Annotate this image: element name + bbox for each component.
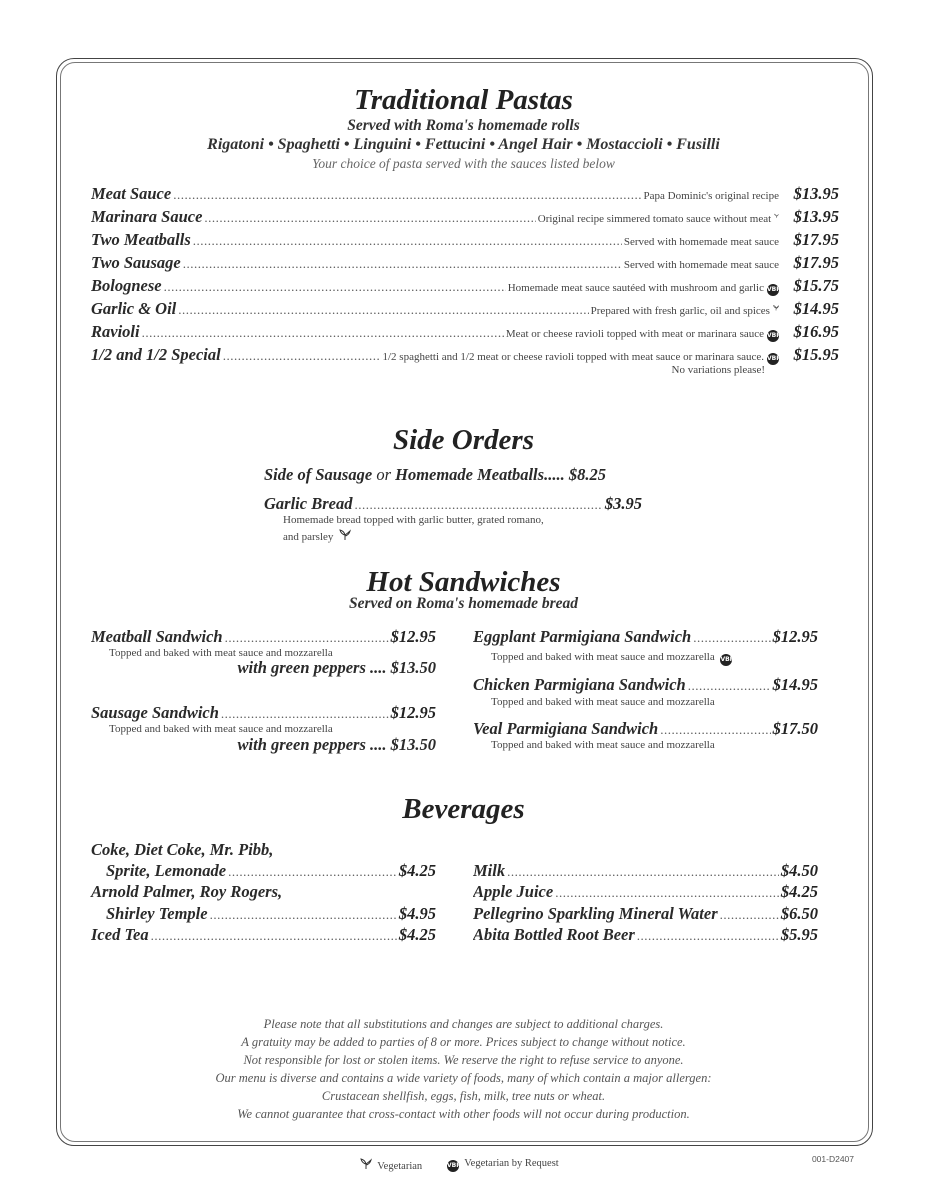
footer-line: Not responsible for lost or stolen items. We reserve the right to refuse service to anyone. bbox=[243, 1053, 684, 1067]
garlic-desc-line2 bbox=[283, 529, 351, 543]
item-description: and parsley bbox=[283, 531, 334, 543]
item-name: Chicken Parmigiana Sandwich bbox=[473, 675, 686, 694]
pasta-types: Rigatoni • Spaghetti • Linguini • Fettucini • Angel Hair • Mostaccioli • Fusilli bbox=[207, 136, 720, 153]
list-item bbox=[91, 299, 839, 322]
item-description: Served with homemade meat sauce bbox=[623, 259, 779, 271]
item-description: Original recipe simmered tomato sauce without meat bbox=[537, 213, 772, 225]
item-price: $16.95 bbox=[793, 322, 839, 341]
footer-line: Crustacean shellfish, eggs, fish, milk, tree nuts or wheat. bbox=[321, 1089, 606, 1103]
item-name: Garlic & Oil bbox=[91, 299, 177, 318]
item-price: $8.25 bbox=[568, 465, 606, 484]
list-item bbox=[473, 925, 818, 945]
item-description: Papa Dominic's original recipe bbox=[643, 190, 779, 202]
leader-dots bbox=[183, 256, 622, 272]
leader-dots bbox=[555, 885, 779, 901]
leader-dots bbox=[720, 907, 779, 923]
leader-dots bbox=[660, 722, 770, 738]
item-price: $17.50 bbox=[772, 719, 818, 738]
leader-dots bbox=[164, 279, 506, 295]
leader-dots bbox=[507, 864, 779, 880]
item-name: Two Meatballs bbox=[91, 230, 191, 249]
item-name: Meatball Sandwich bbox=[91, 627, 223, 646]
leader-dots bbox=[178, 302, 588, 318]
list-item bbox=[473, 675, 818, 695]
leader-dots bbox=[151, 928, 397, 944]
item-description: Topped and baked with meat sauce and mozzarella bbox=[109, 723, 333, 735]
leader-dots bbox=[204, 210, 535, 226]
item-description: Topped and baked with meat sauce and mozzarella bbox=[491, 739, 715, 751]
item-price: $17.95 bbox=[793, 253, 839, 272]
variant-price: $13.50 bbox=[390, 735, 436, 754]
vegetarian-by-request-icon: VBR bbox=[447, 1160, 459, 1172]
leader-dots bbox=[637, 928, 779, 944]
no-variations-note: No variations please! bbox=[671, 364, 765, 376]
beverages-title: Beverages bbox=[402, 793, 525, 825]
item-price: $6.50 bbox=[780, 904, 818, 923]
list-item bbox=[106, 904, 436, 924]
item-description: Topped and baked with meat sauce and mozzarella bbox=[491, 696, 715, 708]
vegetarian-by-request-icon: VBR bbox=[767, 284, 779, 296]
item-description: Homemade meat sauce sautéed with mushroom and garlic bbox=[507, 282, 764, 294]
vegetarian-by-request-icon: VBR bbox=[767, 330, 779, 342]
vegetarian-by-request-icon: VBR bbox=[767, 353, 779, 365]
pastas-title: Traditional Pastas bbox=[354, 84, 573, 116]
list-item bbox=[91, 322, 839, 345]
item-name: Eggplant Parmigiana Sandwich bbox=[473, 627, 692, 646]
variant-line: with green peppers .... $13.50 bbox=[237, 735, 436, 754]
list-item bbox=[91, 253, 839, 276]
list-item bbox=[91, 703, 436, 723]
list-item bbox=[91, 925, 436, 945]
legend-vegetarian bbox=[357, 1158, 422, 1172]
item-description: Homemade bread topped with garlic butter, grated romano, bbox=[283, 514, 544, 526]
sides-title: Side Orders bbox=[393, 424, 534, 456]
vegetarian-icon bbox=[360, 1158, 372, 1170]
item-price: $17.95 bbox=[793, 230, 839, 249]
list-item bbox=[473, 627, 818, 647]
item-description: Served with homemade meat sauce bbox=[623, 236, 779, 248]
sandwiches-title: Hot Sandwiches bbox=[366, 566, 561, 598]
leader-dots: ..... bbox=[544, 465, 565, 484]
item-description: Meat or cheese ravioli topped with meat or marinara sauce bbox=[505, 328, 764, 340]
item-name: Coke, Diet Coke, Mr. Pibb, bbox=[91, 840, 274, 859]
item-name: Abita Bottled Root Beer bbox=[473, 925, 635, 944]
item-name: Arnold Palmer, Roy Rogers, bbox=[91, 882, 283, 901]
item-name: Sprite, Lemonade bbox=[106, 861, 227, 880]
legend-label: Vegetarian by Request bbox=[464, 1158, 559, 1169]
item-name: Iced Tea bbox=[91, 925, 149, 944]
pasta-choice-note: Your choice of pasta served with the sauces listed below bbox=[312, 156, 615, 171]
vegetarian-icon bbox=[774, 210, 779, 222]
item-name: Side of Sausage bbox=[264, 465, 373, 484]
item-price: $4.25 bbox=[398, 861, 436, 880]
vegetarian-icon bbox=[339, 529, 351, 541]
leader-dots bbox=[354, 497, 602, 513]
vegetarian-icon bbox=[773, 302, 779, 314]
item-price: $14.95 bbox=[772, 675, 818, 694]
leader-dots bbox=[221, 706, 389, 722]
item-name: Pellegrino Sparkling Mineral Water bbox=[473, 904, 718, 923]
item-price: $15.95 bbox=[793, 345, 839, 364]
item-description: Topped and baked with meat sauce and mozzarella bbox=[109, 647, 333, 659]
variant-name: with green peppers bbox=[237, 735, 366, 754]
item-price: $5.95 bbox=[780, 925, 818, 944]
item-price: $12.95 bbox=[390, 627, 436, 646]
or-word: or bbox=[376, 465, 391, 484]
variant-line: with green peppers .... $13.50 bbox=[237, 658, 436, 677]
footer-line: Please note that all substitutions and changes are subject to additional charges. bbox=[263, 1017, 664, 1031]
leader-dots bbox=[210, 907, 397, 923]
item-name: Homemade Meatballs bbox=[395, 465, 545, 484]
item-name: Sausage Sandwich bbox=[91, 703, 219, 722]
item-price: $15.75 bbox=[793, 276, 839, 295]
item-price: $13.95 bbox=[793, 207, 839, 226]
list-item bbox=[473, 861, 818, 881]
vegetarian-by-request-icon: VBR bbox=[720, 654, 732, 666]
leader-dots bbox=[225, 630, 389, 646]
pastas-subtitle: Served with Roma's homemade rolls bbox=[347, 117, 580, 134]
list-item bbox=[91, 230, 839, 253]
list-item bbox=[264, 494, 642, 514]
list-item bbox=[91, 276, 839, 299]
item-name: Garlic Bread bbox=[264, 494, 353, 513]
list-item bbox=[91, 627, 436, 647]
sandwiches-subtitle: Served on Roma's homemade bread bbox=[348, 595, 579, 612]
list-item bbox=[473, 882, 818, 902]
item-price: $14.95 bbox=[793, 299, 839, 318]
item-name: 1/2 and 1/2 Special bbox=[91, 345, 221, 364]
item-price: $12.95 bbox=[390, 703, 436, 722]
leader-dots bbox=[693, 630, 770, 646]
list-item bbox=[91, 207, 839, 230]
footer-line: We cannot guarantee that cross-contact with other foods will not occur during production. bbox=[237, 1107, 690, 1121]
item-name: Veal Parmigiana Sandwich bbox=[473, 719, 659, 738]
list-item bbox=[106, 861, 436, 881]
item-price: $4.25 bbox=[398, 925, 436, 944]
leader-dots bbox=[688, 678, 771, 694]
footer-notes bbox=[0, 1015, 927, 1123]
item-price: $3.95 bbox=[604, 494, 642, 513]
item-price: $4.50 bbox=[780, 861, 818, 880]
leader-dots bbox=[142, 325, 504, 341]
footer-line: Our menu is diverse and contains a wide variety of foods, many of which contain a major allergen: bbox=[215, 1071, 712, 1085]
eggplant-desc-line bbox=[491, 651, 735, 666]
item-price: $13.95 bbox=[793, 184, 839, 203]
legend-label: Vegetarian bbox=[377, 1161, 423, 1172]
item-price: $4.95 bbox=[398, 904, 436, 923]
item-description: 1/2 spaghetti and 1/2 meat or cheese ravioli topped with meat sauce or marinara sauce. bbox=[382, 351, 764, 363]
item-name: Milk bbox=[473, 861, 506, 880]
list-item bbox=[91, 184, 839, 207]
leader-dots bbox=[228, 864, 397, 880]
item-price: $4.25 bbox=[780, 882, 818, 901]
variant-price: $13.50 bbox=[390, 658, 436, 677]
document-code: 001-D2407 bbox=[811, 1154, 854, 1164]
leader-dots bbox=[223, 348, 381, 364]
item-name: Shirley Temple bbox=[106, 904, 208, 923]
item-name: Two Sausage bbox=[91, 253, 181, 272]
legend-vegetarian-by-request bbox=[447, 1158, 559, 1172]
leader-dots bbox=[193, 233, 622, 249]
item-name: Apple Juice bbox=[473, 882, 554, 901]
list-item bbox=[473, 719, 818, 739]
footer-line: A gratuity may be added to parties of 8 or more. Prices subject to change without notice. bbox=[241, 1035, 686, 1049]
side-sausage-line bbox=[264, 465, 606, 485]
item-name: Marinara Sauce bbox=[91, 207, 203, 226]
leader-dots bbox=[173, 187, 641, 203]
item-price: $12.95 bbox=[772, 627, 818, 646]
item-name: Ravioli bbox=[91, 322, 140, 341]
item-name: Meat Sauce bbox=[91, 184, 172, 203]
variant-name: with green peppers bbox=[237, 658, 366, 677]
item-name: Bolognese bbox=[91, 276, 162, 295]
item-description: Prepared with fresh garlic, oil and spices bbox=[590, 305, 770, 317]
list-item bbox=[473, 904, 818, 924]
item-description: Topped and baked with meat sauce and mozzarella bbox=[491, 651, 715, 663]
